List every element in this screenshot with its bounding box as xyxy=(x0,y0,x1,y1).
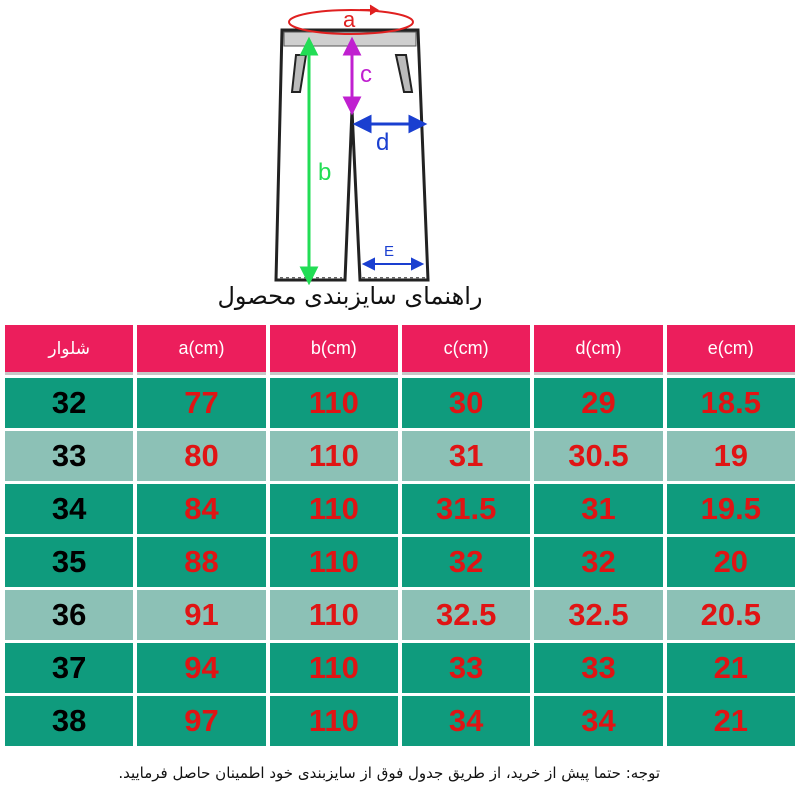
label-a: a xyxy=(343,7,356,32)
cell-a: 80 xyxy=(137,431,265,481)
cell-b: 110 xyxy=(270,696,398,746)
cell-b: 110 xyxy=(270,378,398,428)
cell-a: 88 xyxy=(137,537,265,587)
cell-a: 77 xyxy=(137,378,265,428)
cell-size: 34 xyxy=(5,484,133,534)
header-e: e(cm) xyxy=(667,325,795,375)
cell-a: 94 xyxy=(137,643,265,693)
cell-c: 33 xyxy=(402,643,530,693)
cell-d: 29 xyxy=(534,378,662,428)
cell-d: 31 xyxy=(534,484,662,534)
table-row xyxy=(5,696,795,746)
label-e: E xyxy=(384,243,395,260)
label-d: d xyxy=(376,129,390,156)
cell-e: 20 xyxy=(667,537,795,587)
header-size: شلوار xyxy=(5,325,133,375)
header-d: d(cm) xyxy=(534,325,662,375)
cell-a: 97 xyxy=(137,696,265,746)
cell-c: 31 xyxy=(402,431,530,481)
cell-c: 32.5 xyxy=(402,590,530,640)
cell-size: 37 xyxy=(5,643,133,693)
size-table xyxy=(5,325,795,749)
cell-b: 110 xyxy=(270,484,398,534)
header-b: b(cm) xyxy=(270,325,398,375)
cell-e: 19 xyxy=(667,431,795,481)
cell-b: 110 xyxy=(270,431,398,481)
cell-d: 32 xyxy=(534,537,662,587)
cell-size: 36 xyxy=(5,590,133,640)
cell-e: 21 xyxy=(667,696,795,746)
cell-d: 32.5 xyxy=(534,590,662,640)
cell-size: 33 xyxy=(5,431,133,481)
header-a: a(cm) xyxy=(137,325,265,375)
table-row xyxy=(5,484,795,534)
cell-c: 34 xyxy=(402,696,530,746)
purchase-note: توجه: حتما پیش از خرید، از طریق جدول فوق از سایزبندی خود اطمینان حاصل فرمایید. xyxy=(118,764,660,782)
table-row xyxy=(5,431,795,481)
cell-c: 32 xyxy=(402,537,530,587)
cell-a: 91 xyxy=(137,590,265,640)
table-header-row xyxy=(5,325,795,375)
cell-size: 32 xyxy=(5,378,133,428)
cell-size: 35 xyxy=(5,537,133,587)
cell-b: 110 xyxy=(270,590,398,640)
label-b: b xyxy=(318,159,332,186)
header-c: c(cm) xyxy=(402,325,530,375)
cell-size: 38 xyxy=(5,696,133,746)
cell-d: 34 xyxy=(534,696,662,746)
cell-e: 19.5 xyxy=(667,484,795,534)
pants-measurement-diagram xyxy=(0,0,800,285)
label-c: c xyxy=(360,61,372,88)
cell-d: 33 xyxy=(534,643,662,693)
cell-e: 20.5 xyxy=(667,590,795,640)
cell-b: 110 xyxy=(270,537,398,587)
size-guide-title: راهنمای سایزبندی محصول xyxy=(217,282,483,310)
cell-c: 30 xyxy=(402,378,530,428)
cell-e: 21 xyxy=(667,643,795,693)
cell-e: 18.5 xyxy=(667,378,795,428)
table-row xyxy=(5,590,795,640)
table-row xyxy=(5,537,795,587)
cell-d: 30.5 xyxy=(534,431,662,481)
cell-c: 31.5 xyxy=(402,484,530,534)
table-row xyxy=(5,643,795,693)
table-row xyxy=(5,378,795,428)
cell-a: 84 xyxy=(137,484,265,534)
cell-b: 110 xyxy=(270,643,398,693)
